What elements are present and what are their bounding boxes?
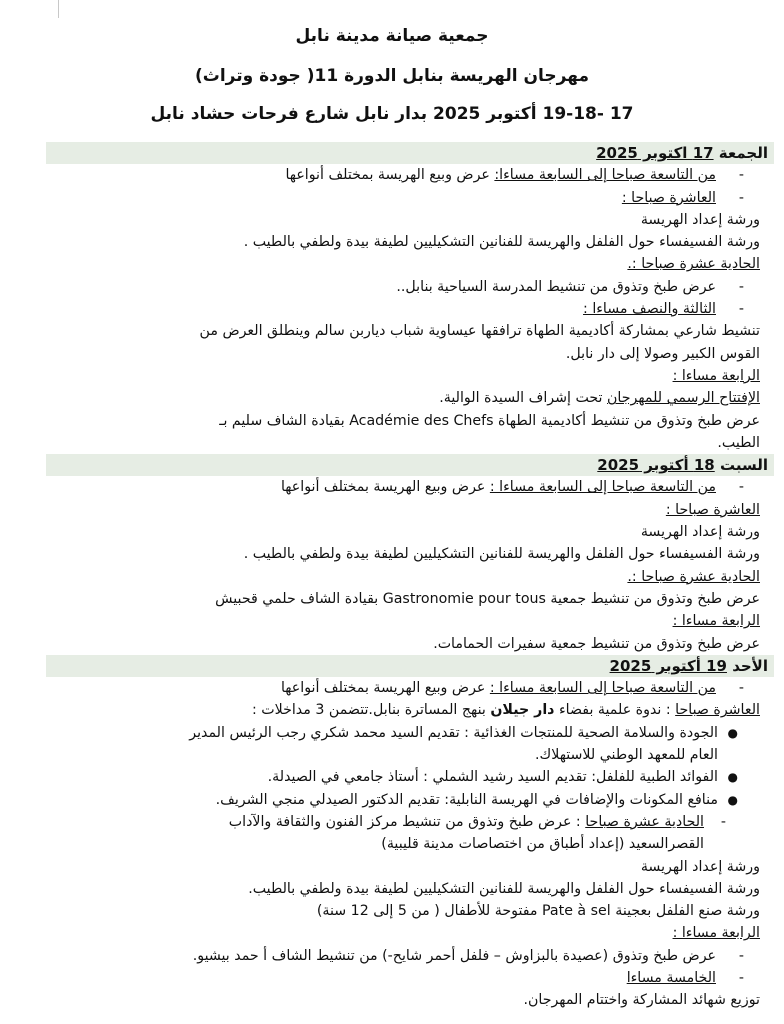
text-line: عرض طبخ وتذوق من تنشيط جمعية Gastronomie pour tous بقيادة الشاف حلمي قحبيش [215, 590, 760, 607]
text-line: ورشة صنع الفلفل بعجينة Pate à sel مفتوحة للأطفال ( من 5 إلى 12 سنة) [316, 903, 760, 920]
text-line: الرابعة مساءا : [672, 613, 760, 630]
list-item: - الخامسة مساءا [626, 969, 744, 986]
page-corner-mark [58, 0, 59, 18]
list-item: - من التاسعة صباحا إلى السابعة مساءا: عرض وبيع الهريسة بمختلف أنواعها [285, 167, 744, 184]
text-line: الإفتتاح الرسمي للمهرجان تحت إشراف السيدة الوالية. [439, 390, 760, 407]
text-line: ورشة إعداد الهريسة [640, 211, 760, 228]
day-heading-sunday: الأحد 19 أكتوبر 2025 [46, 655, 774, 677]
text-line: ورشة الفسيفساء حول الفلفل والهريسة للفنانين التشكيليين لطيفة بيدة ولطفي بالطيب . [243, 546, 760, 563]
text-line: العاشرة صباحا : ندوة علمية بفضاء دار جيلان بنهج المساترة بنابل.تتضمن 3 مداخلات : [251, 702, 760, 719]
org-title: جمعية صيانة مدينة نابل [295, 26, 489, 46]
bullet-item: ● الجودة والسلامة الصحية للمنتجات الغذائية : تقديم السيد محمد شكري رجب الرئيس المدير [189, 724, 738, 741]
day-heading-friday: الجمعة 17 اكتوبر 2025 [46, 142, 774, 164]
list-item: - العاشرة صباحا : [621, 189, 744, 206]
list-item: - من التاسعة صباحا إلى السابعة مساءا : عرض وبيع الهريسة بمختلف أنواعها [280, 479, 744, 496]
text-line: القصرالسعيد (إعداد أطباق من اختصاصات مدينة قليبية) [381, 836, 704, 853]
text-line: الرابعة مساءا : [672, 367, 760, 384]
text-line: العاشرة صباحا : [665, 501, 760, 518]
bullet-item: ● الفوائد الطبية للفلفل: تقديم السيد رشيد الشملي : أستاذ جامعي في الصيدلة. [267, 769, 738, 786]
text-line: ورشة الفسيفساء حول الفلفل والهريسة للفنانين التشكيليين لطيفة بيدة ولطفي بالطيب. [248, 880, 760, 897]
text-line: ورشة إعداد الهريسة [640, 858, 760, 875]
program-content [50, 142, 766, 1012]
text-line: عرض طبخ وتذوق من تنشيط جمعية سفيرات الحمامات. [433, 635, 760, 652]
bullet-item-continuation: العام للمعهد الوطني للاستهلاك. [535, 747, 718, 764]
list-item: - من التاسعة صباحا إلى السابعة مساءا : عرض وبيع الهريسة بمختلف أنواعها [280, 680, 744, 697]
festival-dates: 17 -19-18 أكتوبر 2025 بدار نابل شارع فرحات حشاد نابل [150, 104, 634, 124]
text-line: الحادية عشرة صباحا :. [627, 256, 760, 273]
text-line: الرابعة مساءا : [672, 925, 760, 942]
list-item: - عرض طبخ وتذوق (عصيدة بالبزاوش – فلفل أحمر شايح-) من تنشيط الشاف أ حمد بيشيو. [192, 947, 744, 964]
list-item: - الحادية عشرة صباحا : عرض طبخ وتذوق من تنشيط مركز الفنون والثقافة والآداب [228, 813, 726, 830]
list-item: - الثالثة والنصف مساءا : [583, 301, 744, 318]
text-line: تنشيط شارعي بمشاركة أكاديمية الطهاة ترافقها عيساوية شباب دياربن سالم وينطلق العرض من [199, 323, 760, 340]
text-line: الحادية عشرة صباحا :. [627, 568, 760, 585]
festival-title: مهرجان الهريسة بنابل الدورة 11( جودة وتراث) [195, 66, 589, 86]
list-item: - عرض طبخ وتذوق من تنشيط المدرسة السياحية بنابل.. [396, 278, 744, 295]
day-heading-saturday: السبت 18 أكتوبر 2025 [46, 454, 774, 476]
text-line: عرض طبخ وتذوق من تنشيط أكاديمية الطهاة Académie des Chefs بقيادة الشاف سليم بـ [219, 412, 760, 429]
text-line: ورشة الفسيفساء حول الفلفل والهريسة للفنانين التشكيليين لطيفة بيدة ولطفي بالطيب . [243, 234, 760, 251]
text-line: توزيع شهائد المشاركة واختتام المهرجان. [523, 992, 760, 1009]
text-line: القوس الكبير وصولا إلى دار نابل. [565, 345, 760, 362]
text-line: الطيب. [717, 434, 760, 451]
text-line: ورشة إعداد الهريسة [640, 524, 760, 541]
bullet-item: ● منافع المكونات والإضافات في الهريسة النابلية: تقديم الدكتور الصيدلي منجي الشريف. [215, 791, 738, 808]
